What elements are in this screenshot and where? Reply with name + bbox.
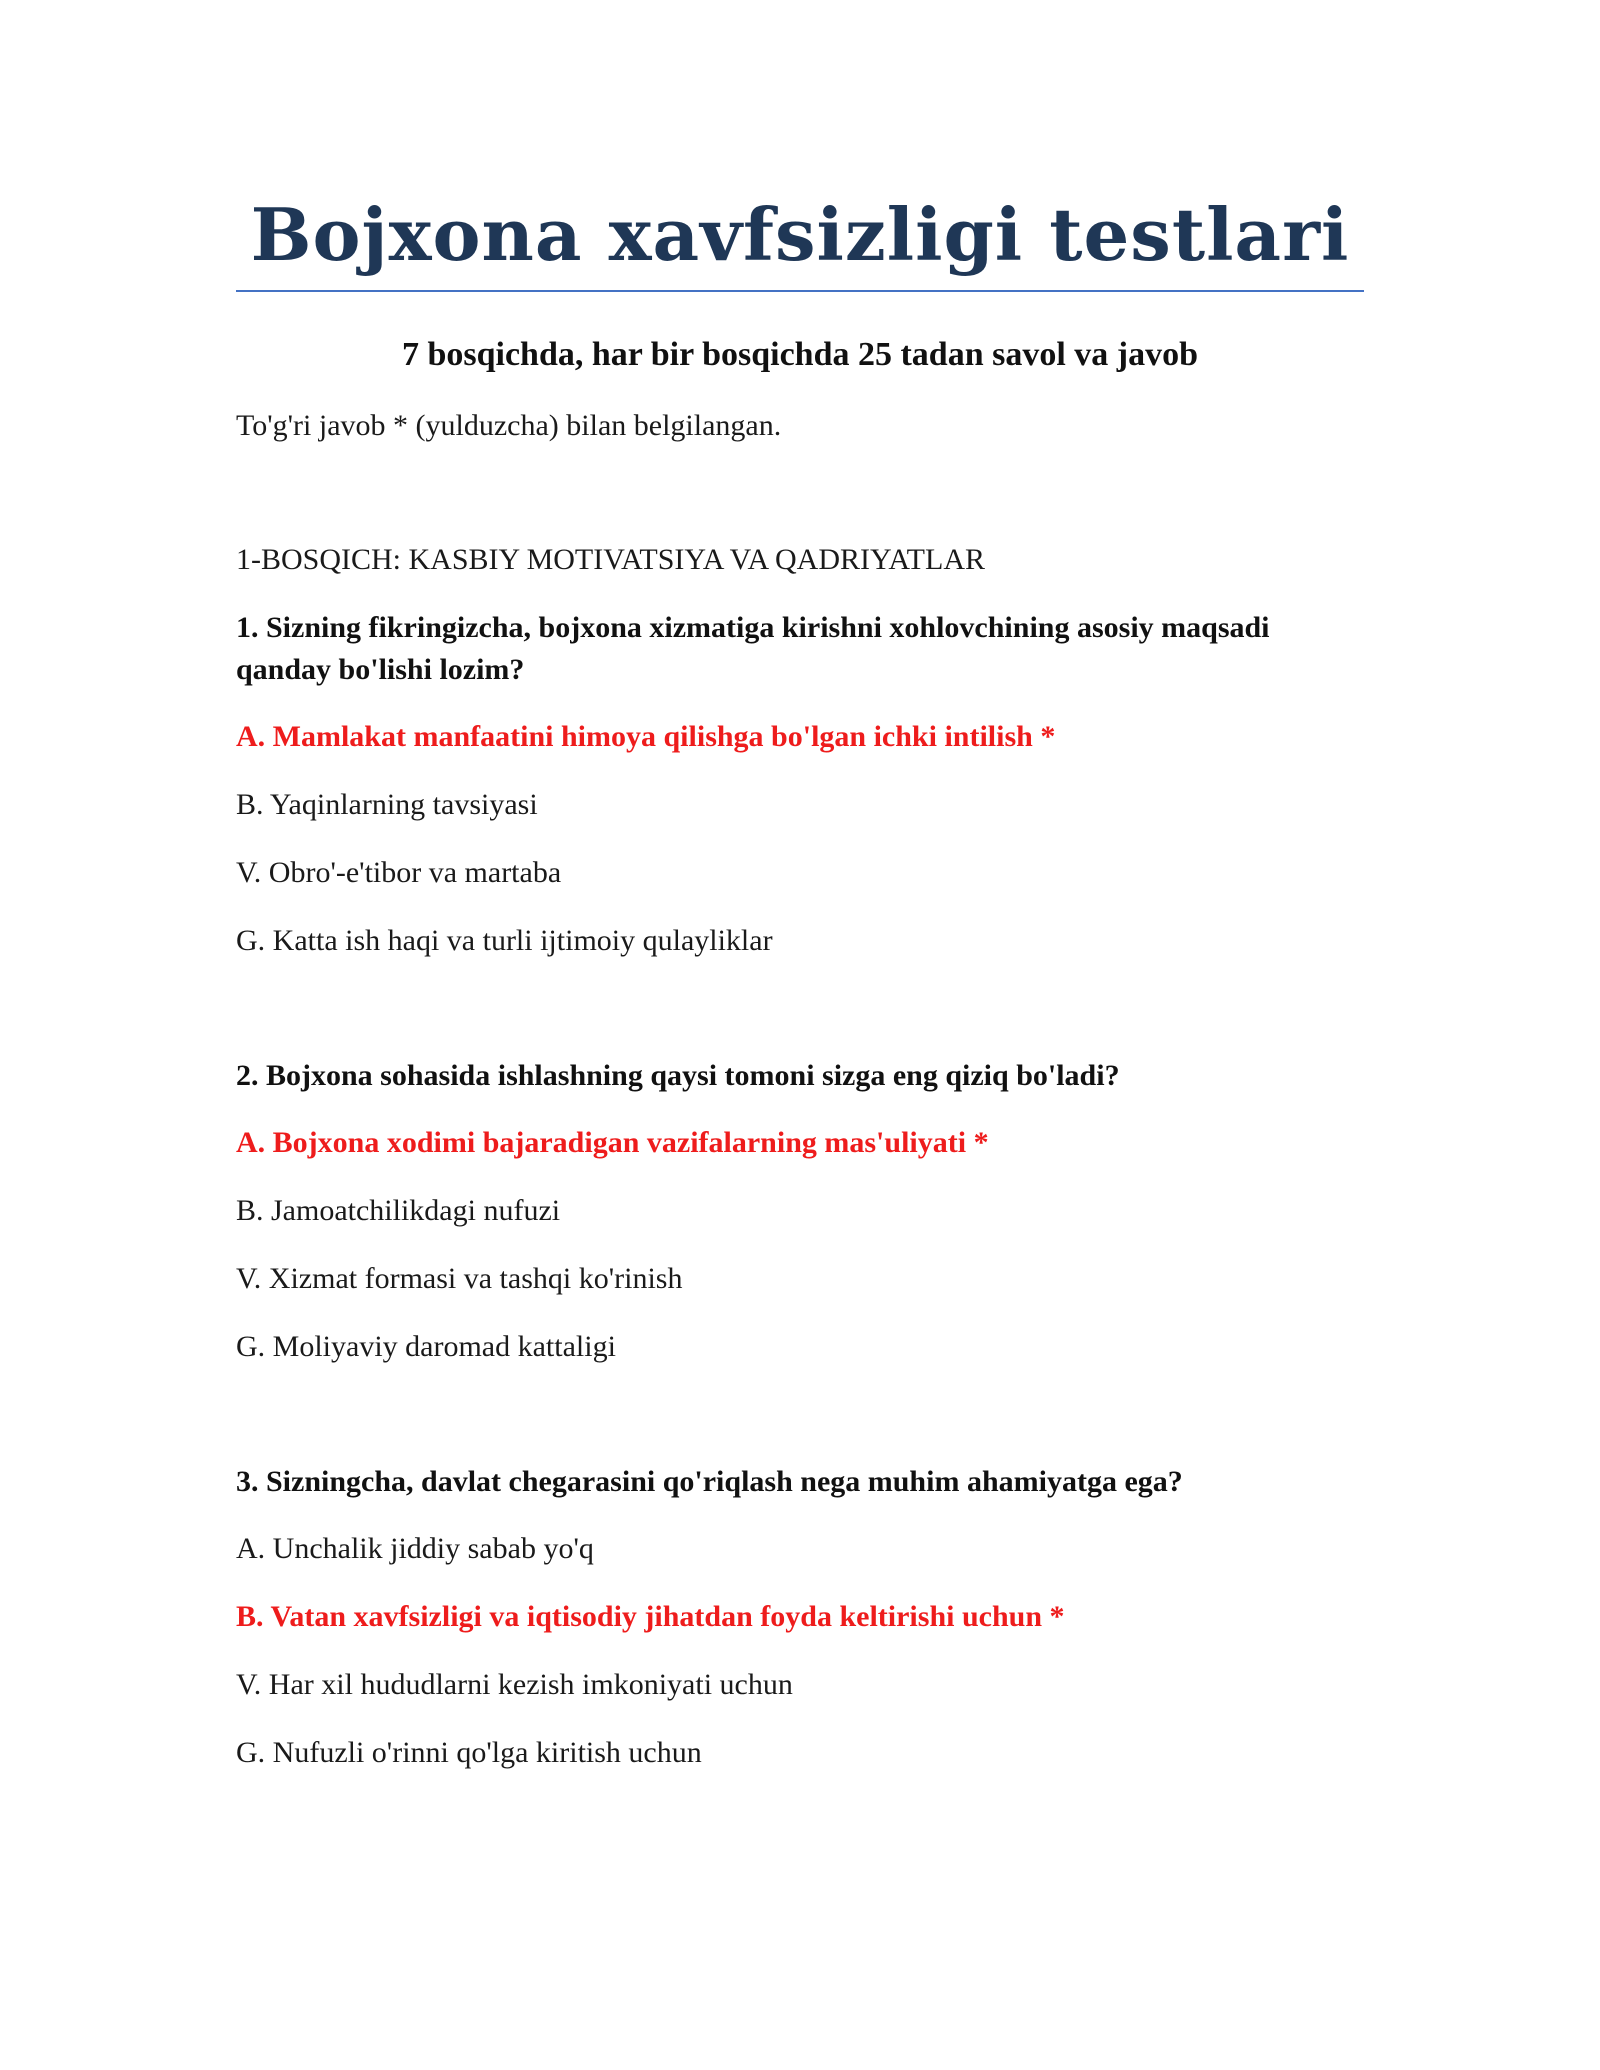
question-text: 3. Sizningcha, davlat chegarasini qo'riqlash nega muhim ahamiyatga ega? — [236, 1465, 1183, 1498]
answer-option: G. Moliyaviy daromad kattaligi — [236, 1330, 616, 1363]
stage-heading: 1-BOSQICH: KASBIY MOTIVATSIYA VA QADRIYATLAR — [236, 543, 985, 576]
document-title: Bojxona xavfsizligi testlari — [250, 192, 1350, 277]
question-text: 2. Bojxona sohasida ishlashning qaysi tomoni sizga eng qiziq bo'ladi? — [236, 1059, 1120, 1092]
answer-option: B. Jamoatchilikdagi nufuzi — [236, 1194, 561, 1227]
answer-option: V. Har xil hududlarni kezish imkoniyati uchun — [236, 1668, 793, 1701]
correct-answer-option: B. Vatan xavfsizligi va iqtisodiy jihatdan foyda keltirishi uchun * — [236, 1600, 1065, 1633]
document-subtitle: 7 bosqichda, har bir bosqichda 25 tadan savol va javob — [401, 336, 1199, 373]
answer-option: A. Unchalik jiddiy sabab yo'q — [236, 1532, 594, 1565]
question-text: 1. Sizning fikringizcha, bojxona xizmatiga kirishni xohlovchining asosiy maqsadi qanday bo'lishi lozim? — [236, 611, 1270, 686]
answer-option: G. Katta ish haqi va turli ijtimoiy qulayliklar — [236, 924, 773, 957]
answer-key-note: To'g'ri javob * (yulduzcha) bilan belgilangan. — [236, 409, 782, 442]
answer-option: V. Xizmat formasi va tashqi ko'rinish — [236, 1262, 683, 1295]
correct-answer-option: A. Bojxona xodimi bajaradigan vazifalarning mas'uliyati * — [236, 1126, 989, 1159]
answer-option: B. Yaqinlarning tavsiyasi — [236, 788, 538, 821]
answer-option: G. Nufuzli o'rinni qo'lga kiritish uchun — [236, 1736, 702, 1769]
title-divider — [236, 290, 1364, 292]
answer-option: V. Obro'-e'tibor va martaba — [236, 856, 562, 889]
correct-answer-option: A. Mamlakat manfaatini himoya qilishga bo'lgan ichki intilish * — [236, 720, 1056, 753]
